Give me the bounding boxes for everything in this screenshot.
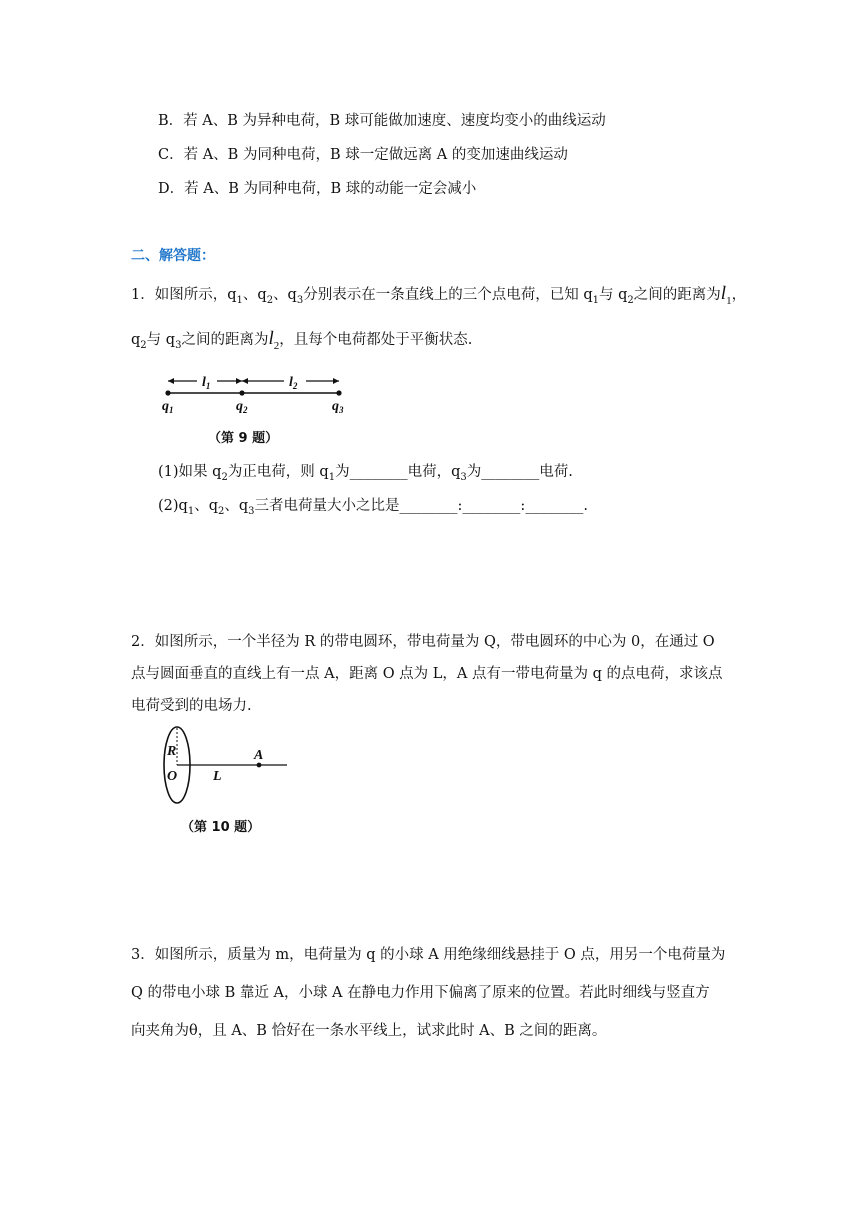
arrow-left-icon	[242, 378, 248, 384]
q2-line3: 电荷受到的电场力.	[131, 698, 252, 714]
fig9-label-q3: $q_3$	[332, 399, 344, 415]
point-a-dot	[257, 763, 262, 768]
q3-line2: Q 的带电小球 B 靠近 A，小球 A 在静电力作用下偏离了原来的位置。若此时细线与竖直方	[131, 985, 710, 1001]
fig10-label-l: L	[213, 769, 222, 784]
charge-q2-dot	[239, 390, 244, 395]
q2-line1: 2．如图所示，一个半径为 R 的带电圆环，带电荷量为 Q，带电圆环的中心为 0，在通过 O	[131, 634, 715, 650]
q2-line2: 点与圆面垂直的直线上有一点 A，距离 O 点为 L，A 点有一带电荷量为 q 的点电荷，求该点	[131, 666, 723, 682]
q1-part2: $(2)q_1$、$q_2$、$q_3$三者电荷量大小之比是________:________:________.	[158, 498, 588, 517]
arrow-left-icon	[168, 378, 174, 384]
option-c: C．若 A、B 为同种电荷，B 球一定做远离 A 的变加速曲线运动	[158, 147, 568, 163]
q3-line3: 向夹角为θ，且 A、B 恰好在一条水平线上，试求此时 A、B 之间的距离。	[131, 1023, 607, 1039]
fig9-label-q2: $q_2$	[236, 399, 248, 415]
fig10-label-o: O	[167, 769, 178, 784]
fig9-caption: （第 9 题）	[208, 431, 279, 446]
fig9-label-q1: $q_1$	[162, 399, 174, 415]
fig10-label-a: A	[254, 748, 264, 763]
figure-9	[160, 368, 360, 450]
arrow-right-icon	[333, 378, 339, 384]
fig9-label-l1: $l_1$	[202, 375, 211, 391]
fig10-label-r: R	[167, 744, 177, 759]
figure-10	[155, 725, 305, 840]
q1-line2: $q_2$与 $q_3$之间的距离为$l_2$，且每个电荷都处于平衡状态.	[131, 328, 473, 352]
fig9-label-l2: $l_2$	[289, 375, 298, 391]
arrow-right-icon	[236, 378, 242, 384]
option-d: D．若 A、B 为同种电荷，B 球的动能一定会减小	[158, 181, 477, 197]
q1-part1: (1)如果 $q_2$为正电荷，则 $q_1$为________电荷，$q_3$为________电荷.	[158, 464, 573, 483]
section-title: 二、解答题：	[131, 248, 215, 264]
charge-q1-dot	[165, 390, 170, 395]
charge-q3-dot	[336, 390, 341, 395]
q3-line1: 3．如图所示，质量为 m，电荷量为 q 的小球 A 用绝缘细线悬挂于 O 点，用另一个电荷量为	[131, 947, 726, 963]
q1-line1: 1．如图所示，$q_1$、$q_2$、$q_3$分别表示在一条直线上的三个点电荷，已知 $q_1$与 $q_2$之间的距离为$l_1$，	[131, 283, 747, 307]
fig10-caption: （第 10 题）	[181, 820, 261, 835]
option-b: B．若 A、B 为异种电荷，B 球可能做加速度、速度均变小的曲线运动	[158, 113, 606, 129]
